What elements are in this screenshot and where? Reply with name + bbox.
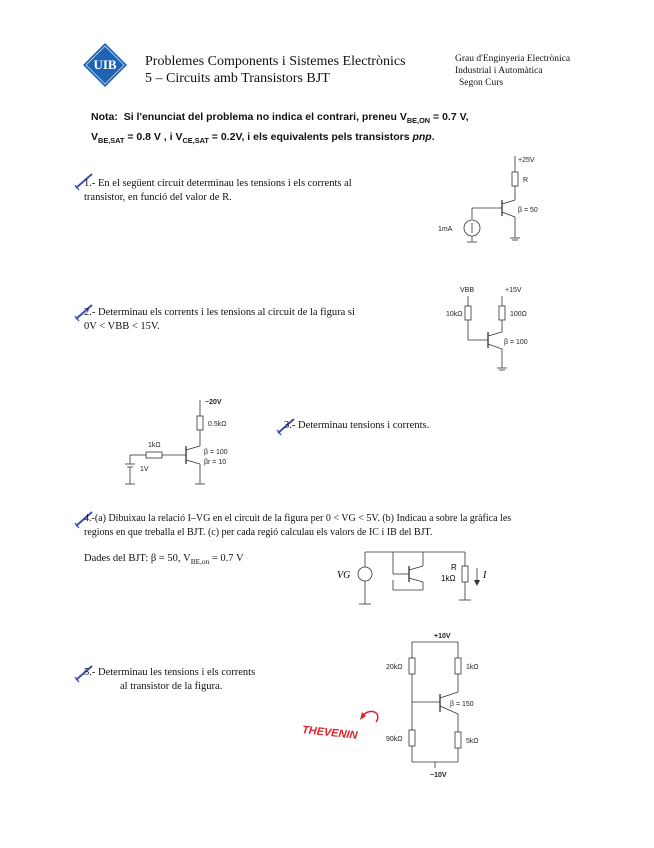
note-sub-2: BE,SAT bbox=[98, 136, 125, 146]
note-text-6: pnp bbox=[412, 131, 432, 144]
institution-line-1: Grau d'Enginyeria Electrònica bbox=[455, 54, 571, 64]
circuit-4-i-label: I bbox=[483, 570, 487, 581]
institution-block bbox=[455, 53, 625, 89]
problem-4-number: 4.- bbox=[84, 513, 95, 524]
circuit-2-schematic bbox=[440, 282, 560, 377]
resistor-rb-icon bbox=[146, 452, 162, 458]
problem-5-line-1: Determinau les tensions i els corrents bbox=[98, 667, 256, 678]
problem-2-number: 2.- bbox=[84, 307, 96, 318]
problem-2-text bbox=[84, 306, 404, 334]
circuit-2-rc-label: 100Ω bbox=[510, 311, 527, 318]
circuit-3-betar-label: βr = 10 bbox=[204, 459, 227, 466]
circuit-3-beta-label: β = 100 bbox=[204, 449, 228, 456]
resistor-r-icon bbox=[462, 566, 468, 582]
document-title bbox=[145, 53, 465, 87]
note-text-1: Si l'enunciat del problema no indica el contrari, preneu V bbox=[123, 111, 407, 123]
resistor-r4-icon bbox=[455, 732, 461, 748]
circuit-5-vee-label: −10V bbox=[430, 772, 447, 779]
problem-4-line-2: regions en que treballa el BJT. (c) per cada regió calculau els valors de IC i IB del BJT. bbox=[84, 527, 433, 538]
resistor-r2-icon bbox=[455, 658, 461, 674]
thevenin-label: THEVENIN bbox=[301, 724, 358, 742]
note-sub-1: BE,ON bbox=[406, 116, 431, 126]
circuit-2-beta-label: β = 100 bbox=[504, 339, 528, 346]
problem-5-text bbox=[84, 666, 304, 694]
circuit-2-vcc-label: +15V bbox=[505, 287, 522, 294]
problem-4-data-sub: BE,on bbox=[190, 557, 210, 567]
circuit-4-schematic bbox=[335, 548, 495, 610]
title-line-2: 5 – Circuits amb Transistors BJT bbox=[145, 71, 330, 86]
circuit-5-beta-label: β = 150 bbox=[450, 701, 474, 708]
circuit-3-vcc-label: −20V bbox=[205, 399, 222, 406]
voltage-source-icon bbox=[358, 567, 372, 581]
resistor-r-icon bbox=[512, 172, 518, 186]
note-text-4: = 0.8 V , i V bbox=[124, 131, 183, 144]
problem-4-line-1: (a) Dibuixau la relació I–VG en el circuit de la figura per 0 < VG < 5V. (b) Indicau a sobre la gràfica les bbox=[94, 513, 512, 524]
problem-1-number: 1.- bbox=[84, 178, 96, 189]
uib-logo bbox=[82, 42, 128, 88]
circuit-5-r1-label: 20kΩ bbox=[386, 664, 403, 671]
resistor-rc-icon bbox=[499, 306, 505, 320]
circuit-2-rb-label: 10kΩ bbox=[446, 311, 463, 318]
circuit-1-vcc-label: +25V bbox=[518, 157, 535, 164]
note-text-3: V bbox=[91, 131, 99, 144]
circuit-3-schematic bbox=[120, 392, 270, 492]
resistor-rb-icon bbox=[465, 306, 471, 320]
problem-4-data-suffix: = 0.7 V bbox=[209, 553, 244, 564]
resistor-rc-icon bbox=[197, 416, 203, 430]
circuit-4-rval-label: 1kΩ bbox=[441, 574, 456, 583]
logo-text: UIB bbox=[93, 57, 117, 72]
circuit-5-r3-label: 90kΩ bbox=[386, 736, 403, 743]
circuit-2-vbb-label: VBB bbox=[460, 287, 475, 294]
problem-3-text bbox=[284, 419, 484, 433]
problem-2-line-1: Determinau els corrents i les tensions al circuit de la figura si bbox=[98, 307, 355, 318]
note-text-2: = 0.7 V, bbox=[430, 111, 469, 123]
problem-1-line-1: En el següent circuit determinau les tensions i els corrents al bbox=[98, 178, 352, 189]
problem-4-text bbox=[84, 512, 604, 540]
problem-3-number: 3.- bbox=[284, 420, 296, 431]
circuit-1-schematic bbox=[430, 150, 560, 250]
title-line-1: Problemes Components i Sistemes Electrònics bbox=[145, 54, 406, 69]
circuit-4-vg-label: VG bbox=[337, 570, 351, 581]
note-prefix: Nota: bbox=[91, 111, 118, 123]
circuit-1-beta-label: β = 50 bbox=[518, 207, 538, 214]
problem-1-text bbox=[84, 177, 404, 205]
handwritten-thevenin bbox=[300, 708, 380, 748]
circuit-5-r4-label: 5kΩ bbox=[466, 738, 479, 745]
note-text-5: = 0.2V, i els equivalents pels transistors bbox=[208, 131, 413, 144]
note-paragraph bbox=[91, 109, 561, 149]
resistor-r1-icon bbox=[409, 658, 415, 674]
circuit-4-r-label: R bbox=[451, 563, 457, 572]
circuit-1-source-label: 1mA bbox=[438, 226, 453, 233]
problem-5-line-2: al transistor de la figura. bbox=[120, 681, 223, 692]
circuit-5-r2-label: 1kΩ bbox=[466, 664, 479, 671]
circuit-3-rb-label: 1kΩ bbox=[148, 442, 161, 449]
resistor-r3-icon bbox=[409, 730, 415, 746]
problem-1-line-2: transistor, en funció del valor de R. bbox=[84, 192, 232, 203]
circuit-3-rc-label: 0.5kΩ bbox=[208, 421, 227, 428]
problem-3-line-1: Determinau tensions i corrents. bbox=[298, 420, 430, 431]
problem-5-number: 5.- bbox=[84, 667, 96, 678]
circuit-1-r-label: R bbox=[523, 177, 529, 184]
circuit-5-schematic bbox=[380, 628, 510, 780]
note-sub-3: CE,SAT bbox=[182, 136, 209, 146]
circuit-3-vs-label: 1V bbox=[140, 466, 149, 473]
problem-2-line-2: 0V < VBB < 15V. bbox=[84, 321, 160, 332]
institution-line-3: Segon Curs bbox=[459, 78, 504, 88]
problem-4-data bbox=[84, 552, 334, 569]
problem-4-data-prefix: Dades del BJT: β = 50, V bbox=[84, 553, 191, 564]
institution-line-2: Industrial i Automàtica bbox=[455, 66, 543, 76]
note-text-7: . bbox=[431, 131, 435, 144]
circuit-5-vcc-label: +10V bbox=[434, 633, 451, 640]
